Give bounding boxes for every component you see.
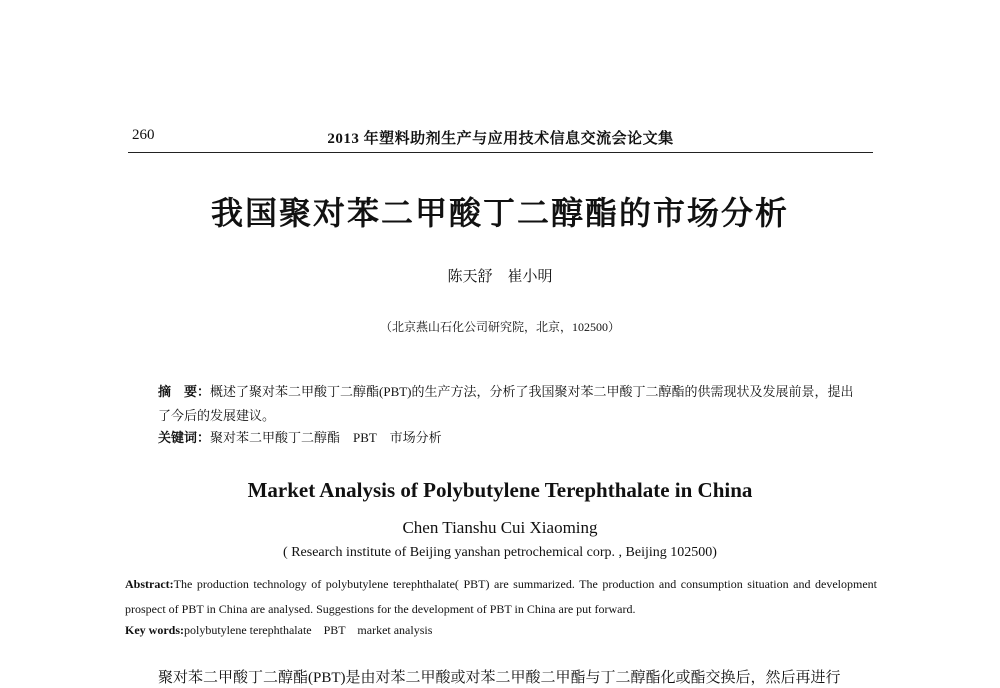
- english-keywords-label: Key words:: [125, 623, 184, 637]
- chinese-abstract-label: 摘 要：: [158, 384, 211, 399]
- chinese-abstract: [158, 380, 858, 428]
- header-rule: [128, 152, 873, 153]
- english-abstract-text: The production technology of polybutylene terephthalate( PBT) are summarized. The production and consumption situation and development prospect of PBT in China are analysed. Suggestions for the development of PBT in China are put forward.: [125, 577, 877, 616]
- english-keywords-text: polybutylene terephthalate PBT market analysis: [184, 623, 433, 637]
- chinese-title: 我国聚对苯二甲酸丁二醇酯的市场分析: [210, 195, 789, 231]
- chinese-authors: 陈天舒 崔小明: [447, 269, 553, 285]
- page-number: 260: [132, 127, 155, 143]
- english-abstract-label: Abstract:: [125, 577, 174, 591]
- english-keywords: [125, 620, 877, 640]
- chinese-keywords-label: 关键词：: [158, 430, 211, 445]
- chinese-keywords-text: 聚对苯二甲酸丁二醇酯 PBT 市场分析: [210, 430, 442, 445]
- english-affiliation: ( Research institute of Beijing yanshan petrochemical corp. , Beijing 102500): [283, 545, 717, 560]
- chinese-abstract-text: 概述了聚对苯二甲酸丁二醇酯(PBT)的生产方法，分析了我国聚对苯二甲酸丁二醇酯的供需现状及发展前景，提出了今后的发展建议。: [158, 384, 854, 423]
- english-title: Market Analysis of Polybutylene Terephthalate in China: [247, 478, 753, 502]
- chinese-affiliation: （北京燕山石化公司研究院，北京，102500）: [379, 320, 620, 334]
- english-authors: Chen Tianshu Cui Xiaoming: [402, 518, 598, 537]
- english-abstract: [125, 572, 877, 622]
- journal-title: 2013 年塑料助剂生产与应用技术信息交流会论文集: [327, 131, 674, 147]
- running-header: [128, 127, 873, 149]
- body-text-first-line: 聚对苯二甲酸丁二醇酯(PBT)是由对苯二甲酸或对苯二甲酸二甲酯与丁二醇酯化或酯交换后，然后再进行: [158, 670, 841, 686]
- chinese-keywords: [158, 428, 858, 448]
